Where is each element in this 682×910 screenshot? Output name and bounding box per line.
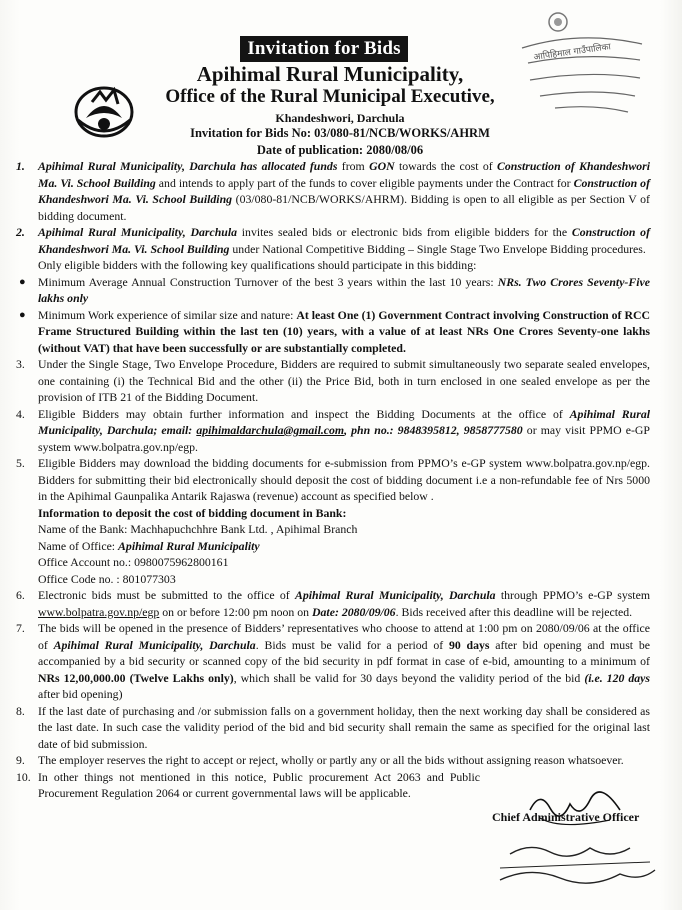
email-link[interactable]: apihimaldarchula@gmail.com	[196, 423, 345, 437]
text-span: towards the cost of	[394, 159, 498, 173]
text-span: Minimum Work experience of similar size and nature:	[38, 307, 297, 322]
item-number: 1.	[16, 159, 25, 173]
text-span: from	[337, 159, 370, 173]
item-number: 9.	[16, 753, 25, 767]
text-span: , phn no.: 9848395812, 9858777580	[344, 423, 523, 437]
bank-name: Name of the Bank: Machhapuchchhre Bank Ltd. , Apihimal Branch	[38, 522, 358, 536]
text-span: GON	[369, 159, 395, 173]
publication-date: Date of publication: 2080/08/06	[256, 143, 424, 157]
page-title: Invitation for Bids	[240, 36, 408, 62]
list-item	[16, 752, 650, 769]
item-number: 5.	[16, 456, 25, 470]
text-span: . Bids must be valid for a period of	[255, 637, 449, 652]
list-item	[16, 356, 650, 406]
text-span: Apihimal Rural Municipality, Darchula	[294, 588, 496, 602]
text-span: Name of Office:	[38, 538, 119, 553]
text-span: on or before 12:00 pm noon on	[159, 604, 313, 619]
text-span: Apihimal Rural Municipality, Darchula; email:	[38, 406, 650, 437]
text-span: NRs 12,00,000.00 (Twelve Lakhs only)	[38, 670, 234, 685]
text-span: Date: 2080/09/06	[312, 604, 396, 619]
item-number: 2.	[16, 225, 25, 239]
text-span: under National Competitive Bidding – Single Stage Two Envelope Bidding procedures.	[229, 241, 646, 256]
list-item	[16, 158, 650, 224]
item-number: 7.	[16, 621, 25, 635]
text-span: Apihimal Rural Municipality, Darchula	[38, 225, 238, 239]
list-item	[16, 406, 650, 456]
ifb-number: Invitation for Bids No: 03/080-81/NCB/WORKS/AHRM	[190, 126, 490, 140]
item-number: 6.	[16, 588, 25, 602]
item-number: 8.	[16, 703, 25, 718]
list-item	[16, 455, 650, 587]
text-span: after bid opening and must be accompanied by a bid security or scanned copy of the bid security in pdf format in case of e-bid, amounting to a minimum of	[38, 637, 650, 668]
text-span: Electronic bids must be submitted to the office of	[38, 588, 295, 602]
qualifications-intro: Only eligible bidders with the following key qualifications should participate in this bidding:	[38, 258, 477, 272]
text-span: . Bids received after this deadline will be rejected.	[395, 604, 633, 619]
svg-text:आपिहिमाल गाउँपालिका: आपिहिमाल गाउँपालिका	[533, 42, 612, 63]
text-span: 90 days	[448, 637, 490, 652]
text-span: NRs. Two Crores Seventy-Five lakhs only	[38, 274, 650, 305]
signatory-title: Chief Administrative Officer	[492, 810, 640, 824]
text-span: Minimum Average Annual Construction Turnover of the best 3 years within the last 10 years:	[38, 274, 498, 289]
office-account: Office Account no.: 0980075962800161	[38, 555, 229, 569]
item-number: 4.	[16, 406, 25, 421]
organization-name: Apihimal Rural Municipality,	[196, 62, 464, 86]
text-span: Eligible Bidders may obtain further information and inspect the Bidding Documents at the office of	[38, 406, 570, 421]
text-span: , which shall be valid for 30 days beyond the validity period of the bid	[233, 670, 585, 685]
handwritten-signature	[470, 790, 670, 900]
text-span: through PPMO’s e-GP system	[495, 588, 650, 602]
list-item	[16, 307, 650, 357]
text-span: invites sealed bids or electronic bids from eligible bidders for the	[237, 225, 572, 239]
office-code: Office Code no. : 801077303	[38, 571, 176, 586]
bank-info-title: Information to deposit the cost of bidding document in Bank:	[38, 505, 347, 520]
item-number: 3.	[16, 357, 25, 371]
notice-body	[16, 158, 650, 802]
text-span: The bids will be opened in the presence of Bidders’ representatives who choose to attend at 1:00 pm on 2080/09/06 at the office of	[38, 621, 650, 652]
text-span: Apihimal Rural Municipality, Darchula	[53, 637, 256, 652]
egp-link[interactable]: www.bolpatra.gov.np/egp	[38, 604, 160, 619]
text-span: Eligible Bidders may download the bidding documents for e-submission from PPMO’s e-GP system www.bolpatra.gov.np/egp. Bidders for submitting their bid electronically should deposit the cost of bidding document i.e a non-refundable fee of Nrs 5000 in the Apihimal Gaunpalika Antarik Rajaswa (revenue) account as specified below .	[38, 456, 650, 503]
text-span: after bid opening)	[38, 687, 123, 701]
text-span: (03/080-81/NCB/WORKS/AHRM). Bidding is open to all eligible as per Section V of bidding document.	[38, 192, 650, 223]
list-item	[16, 274, 650, 307]
text-span: Construction of Khandeshwori Ma. Vi. School Building	[38, 225, 651, 256]
list-item	[16, 587, 650, 620]
bullet-icon: ●	[19, 308, 26, 321]
text-span: Under the Single Stage, Two Envelope Procedure, Bidders are required to submit simultaneously two separate sealed envelopes, one containing (i) the Technical Bid and the other (ii) the Price Bid, both in turn enclosed in one sealed envelope as per the provision of ITB 21 of the Bidding Document.	[38, 357, 650, 404]
text-span: (i.e. 120 days	[584, 670, 650, 685]
item-number: 10.	[16, 769, 31, 784]
location: Khandeshwori, Darchula	[275, 111, 405, 125]
text-span: Construction of Khandeshwori Ma. Vi. School Building	[38, 175, 650, 206]
text-span: Apihimal Rural Municipality, Darchula has allocated funds	[38, 159, 338, 173]
list-item	[16, 620, 650, 703]
list-item	[16, 703, 650, 753]
list-item	[16, 224, 650, 257]
office-name-line	[38, 538, 650, 555]
text-span: Apihimal Rural Municipality	[118, 538, 260, 553]
text-span: In other things not mentioned in this notice, Public procurement Act 2063 and Public Procurement Regulation 2064 or current governmental laws will be applicable.	[38, 769, 480, 800]
text-span: The employer reserves the right to accept or reject, wholly or partly any or all the bids without assigning reason whatsoever.	[38, 753, 624, 767]
text-span: and intends to apply part of the funds to cover eligible payments under the Contract for	[155, 175, 574, 190]
text-span: At least One (1) Government Contract involving Construction of RCC Frame Structured Building within the last ten (10) years, with a value of at least NRs One Crores Seventy-one lakhs (without VAT) that have been successfully or are substantially completed.	[38, 307, 651, 355]
bullet-icon: ●	[19, 275, 26, 288]
text-span: If the last date of purchasing and /or submission falls on a government holiday, then the next working day shall be considered as the last date. In such case the validity period of the bid and bid security shall remain the same as specified for the original last date of bid submission.	[38, 703, 650, 751]
office-name: Office of the Rural Municipal Executive,	[165, 86, 495, 107]
text-span: or may visit PPMO e-GP system www.bolpatra.gov.np/egp.	[38, 423, 650, 454]
text-span: Construction of Khandeshwori Ma. Vi. School Building	[38, 159, 650, 190]
